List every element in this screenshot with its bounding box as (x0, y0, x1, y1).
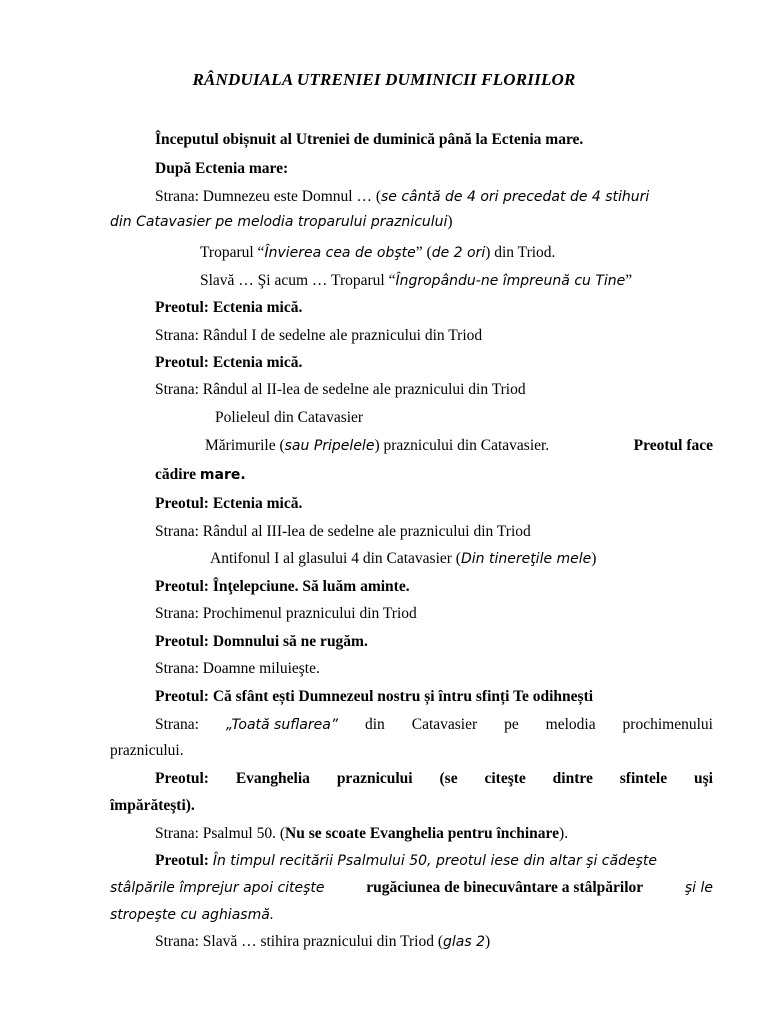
line-preotul-ca-sfant: Preotul: Că sfânt ești Dumnezeul nostru și întru sfinți Te odihnești (155, 688, 594, 705)
line-preotul-intelepciune: Preotul: Înţelepciune. Să luăm aminte. (155, 578, 410, 595)
line-intro: Începutul obișnuit al Utreniei de duminică până la Ectenia mare. (155, 131, 584, 148)
line-stropeste: stropeşte cu aghiasmă. (110, 907, 275, 923)
line-praznicului: praznicului. (110, 742, 184, 759)
line-after-ectenia: După Ectenia mare: (155, 160, 289, 177)
line-stalparile: stâlpările împrejur apoi citeşte rugăciunea de binecuvântare a stâlpărilor şi le (110, 879, 713, 896)
line-cadire-mare: cădire mare. (155, 466, 246, 483)
line-polieleul: Polieleul din Catavasier (215, 409, 364, 426)
line-strana-toata-suflarea: Strana: „Toată suflarea” din Catavasier pe melodia prochimenului (155, 716, 713, 733)
line-strana-prochimenul: Strana: Prochimenul praznicului din Triod (155, 605, 417, 622)
line-strana-doamne: Strana: Doamne miluieşte. (155, 660, 320, 677)
line-preotul-domnului: Preotul: Domnului să ne rugăm. (155, 633, 368, 650)
line-strana-dumnezeu: Strana: Dumnezeu este Domnul … (se cântă de 4 ori precedat de 4 stihuri (155, 188, 650, 205)
line-catavasier-melodia: din Catavasier pe melodia troparului praznicului) (110, 213, 453, 230)
line-preotul-ectenia-2: Preotul: Ectenia mică. (155, 354, 303, 371)
line-slava-troparul: Slavă … Şi acum … Troparul “Îngropându-ne împreună cu Tine” (200, 272, 633, 289)
line-strana-randul-2: Strana: Rândul al II-lea de sedelne ale praznicului din Triod (155, 381, 526, 398)
line-strana-slava-stihira: Strana: Slavă … stihira praznicului din Triod (glas 2) (155, 933, 491, 950)
line-preotul-psalm-50: Preotul: În timpul recitării Psalmului 50, preotul iese din altar şi cădeşte (155, 852, 657, 869)
line-preotul-ectenia-3: Preotul: Ectenia mică. (155, 495, 303, 512)
line-preotul-ectenia-1: Preotul: Ectenia mică. (155, 299, 303, 316)
line-strana-randul-1: Strana: Rândul I de sedelne ale praznicului din Triod (155, 327, 483, 344)
line-strana-psalmul: Strana: Psalmul 50. (Nu se scoate Evanghelia pentru închinare). (155, 825, 569, 842)
line-strana-randul-3: Strana: Rândul al III-lea de sedelne ale praznicului din Triod (155, 523, 531, 540)
line-antifonul: Antifonul I al glasului 4 din Catavasier (Din tinereţile mele) (210, 550, 597, 567)
line-imparatesti: împărăteşti). (110, 797, 195, 814)
line-preotul-evanghelia: Preotul: Evanghelia praznicului (se citeşte dintre sfintele uşi (155, 770, 713, 787)
line-troparul: Troparul “Învierea cea de obşte” (de 2 ori) din Triod. (200, 244, 556, 261)
line-marimurile: Mărimurile (sau Pripelele) praznicului din Catavasier. Preotul face (205, 437, 713, 454)
page-title: RÂNDUIALA UTRENIEI DUMINICII FLORIILOR (192, 70, 576, 89)
